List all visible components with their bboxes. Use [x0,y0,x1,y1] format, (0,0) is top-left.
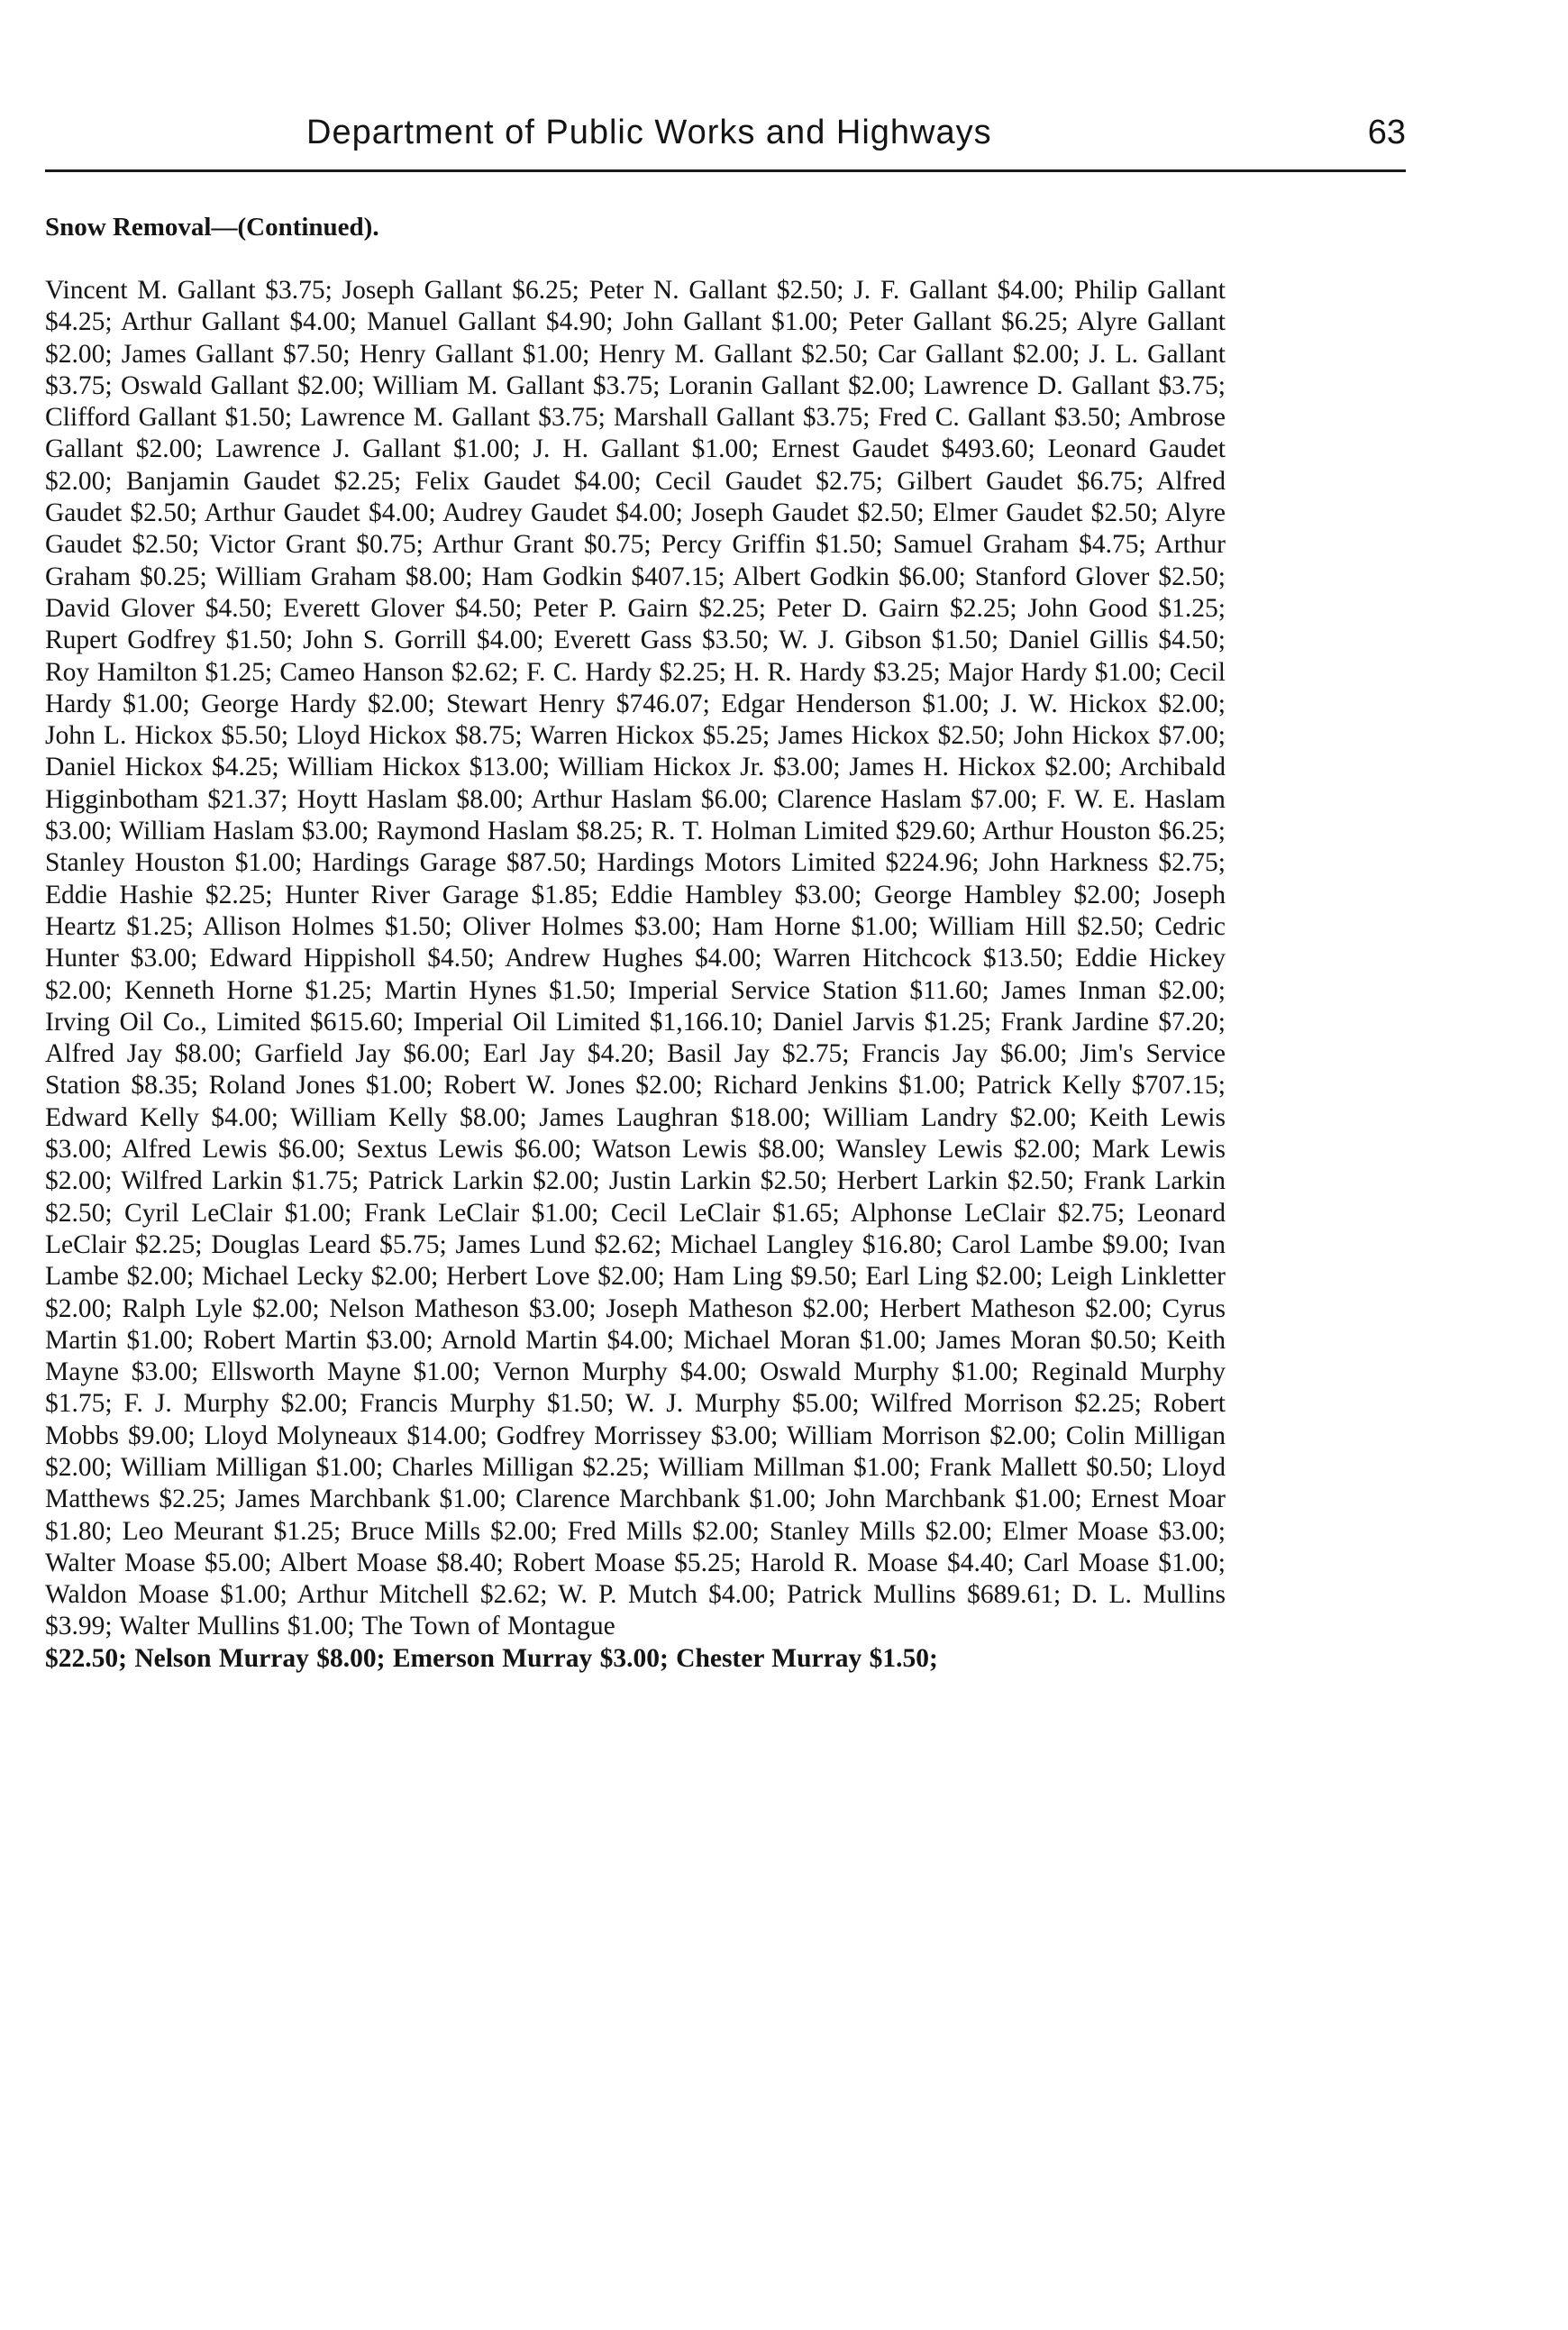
body-text [45,275,1226,1675]
section-heading: Snow Removal—(Continued). [45,213,379,242]
page-number: 63 [1367,114,1406,151]
page-header [45,106,1406,172]
body-paragraph: Vincent M. Gallant $3.75; Joseph Gallant $6.25; Peter N. Gallant $2.50; J. F. Gallant $4.00; Philip Gallant $4.25; Arthur Gallant $4.00; Manuel Gallant $4.90; John Gallant $1.00; Peter Gallant $6.25; Alyre Gallant $2.00; James Gallant $7.50; Henry Gallant $1.00; Henry M. Gallant $2.50; Car Gallant $2.00; J. L. Gallant $3.75; Oswald Gallant $2.00; William M. Gallant $3.75; Loranin Gallant $2.00; Lawrence D. Gallant $3.75; Clifford Gallant $1.50; Lawrence M. Gallant $3.75; Marshall Gallant $3.75; Fred C. Gallant $3.50; Ambrose Gallant $2.00; Lawrence J. Gallant $1.00; J. H. Gallant $1.00; Ernest Gaudet $493.60; Leonard Gaudet $2.00; Banjamin Gaudet $2.25; Felix Gaudet $4.00; Cecil Gaudet $2.75; Gilbert Gaudet $6.75; Alfred Gaudet $2.50; Arthur Gaudet $4.00; Audrey Gaudet $4.00; Joseph Gaudet $2.50; Elmer Gaudet $2.50; Alyre Gaudet $2.50; Victor Grant $0.75; Arthur Grant $0.75; Percy Griffin $1.50; Samuel Graham $4.75; Arthur Graham $0.25; William Graham $8.00; Ham Godkin $407.15; Albert Godkin $6.00; Stanford Glover $2.50; David Glover $4.50; Everett Glover $4.50; Peter P. Gairn $2.25; Peter D. Gairn $2.25; John Good $1.25; Rupert Godfrey $1.50; John S. Gorrill $4.00; Everett Gass $3.50; W. J. Gibson $1.50; Daniel Gillis $4.50; Roy Hamilton $1.25; Cameo Hanson $2.62; F. C. Hardy $2.25; H. R. Hardy $3.25; Major Hardy $1.00; Cecil Hardy $1.00; George Hardy $2.00; Stewart Henry $746.07; Edgar Henderson $1.00; J. W. Hickox $2.00; John L. Hickox $5.50; Lloyd Hickox $8.75; Warren Hickox $5.25; James Hickox $2.50; John Hickox $7.00; Daniel Hickox $4.25; William Hickox $13.00; William Hickox Jr. $3.00; James H. Hickox $2.00; Archibald Higginbotham $21.37; Hoytt Haslam $8.00; Arthur Haslam $6.00; Clarence Haslam $7.00; F. W. E. Haslam $3.00; William Haslam $3.00; Raymond Haslam $8.25; R. T. Holman Limited $29.60; Arthur Houston $6.25; Stanley Houston $1.00; Hardings Garage $87.50; Hardings Motors Limited $224.96; John Harkness $2.75; Eddie Hashie $2.25; Hunter River Garage $1.85; Eddie Hambley $3.00; George Hambley $2.00; Joseph Heartz $1.25; Allison Holmes $1.50; Oliver Holmes $3.00; Ham Horne $1.00; William Hill $2.50; Cedric Hunter $3.00; Edward Hippisholl $4.50; Andrew Hughes $4.00; Warren Hitchcock $13.50; Eddie Hickey $2.00; Kenneth Horne $1.25; Martin Hynes $1.50; Imperial Service Station $11.60; James Inman $2.00; Irving Oil Co., Limited $615.60; Imperial Oil Limited $1,166.10; Daniel Jarvis $1.25; Frank Jardine $7.20; Alfred Jay $8.00; Garfield Jay $6.00; Earl Jay $4.20; Basil Jay $2.75; Francis Jay $6.00; Jim's Service Station $8.35; Roland Jones $1.00; Robert W. Jones $2.00; Richard Jenkins $1.00; Patrick Kelly $707.15; Edward Kelly $4.00; William Kelly $8.00; James Laughran $18.00; William Landry $2.00; Keith Lewis $3.00; Alfred Lewis $6.00; Sextus Lewis $6.00; Watson Lewis $8.00; Wansley Lewis $2.00; Mark Lewis $2.00; Wilfred Larkin $1.75; Patrick Larkin $2.00; Justin Larkin $2.50; Herbert Larkin $2.50; Frank Larkin $2.50; Cyril LeClair $1.00; Frank LeClair $1.00; Cecil LeClair $1.65; Alphonse LeClair $2.75; Leonard LeClair $2.25; Douglas Leard $5.75; James Lund $2.62; Michael Langley $16.80; Carol Lambe $9.00; Ivan Lambe $2.00; Michael Lecky $2.00; Herbert Love $2.00; Ham Ling $9.50; Earl Ling $2.00; Leigh Linkletter $2.00; Ralph Lyle $2.00; Nelson Matheson $3.00; Joseph Matheson $2.00; Herbert Matheson $2.00; Cyrus Martin $1.00; Robert Martin $3.00; Arnold Martin $4.00; Michael Moran $1.00; James Moran $0.50; Keith Mayne $3.00; Ellsworth Mayne $1.00; Vernon Murphy $4.00; Oswald Murphy $1.00; Reginald Murphy $1.75; F. J. Murphy $2.00; Francis Murphy $1.50; W. J. Murphy $5.00; Wilfred Morrison $2.25; Robert Mobbs $9.00; Lloyd Molyneaux $14.00; Godfrey Morrissey $3.00; William Morrison $2.00; Colin Milligan $2.00; William Milligan $1.00; Charles Milligan $2.25; William Millman $1.00; Frank Mallett $0.50; Lloyd Matthews $2.25; James Marchbank $1.00; Clarence Marchbank $1.00; John Marchbank $1.00; Ernest Moar $1.80; Leo Meurant $1.25; Bruce Mills $2.00; Fred Mills $2.00; Stanley Mills $2.00; Elmer Moase $3.00; Walter Moase $5.00; Albert Moase $8.40; Robert Moase $5.25; Harold R. Moase $4.40; Carl Moase $1.00; Waldon Moase $1.00; Arthur Mitchell $2.62; W. P. Mutch $4.00; Patrick Mullins $689.61; D. L. Mullins $3.99; Walter Mullins $1.00; The Town of Montague [45,276,1226,1641]
header-title: Department of Public Works and Highways [306,114,992,151]
body-last-line: $22.50; Nelson Murray $8.00; Emerson Murray $3.00; Chester Murray $1.50; [45,1643,938,1673]
